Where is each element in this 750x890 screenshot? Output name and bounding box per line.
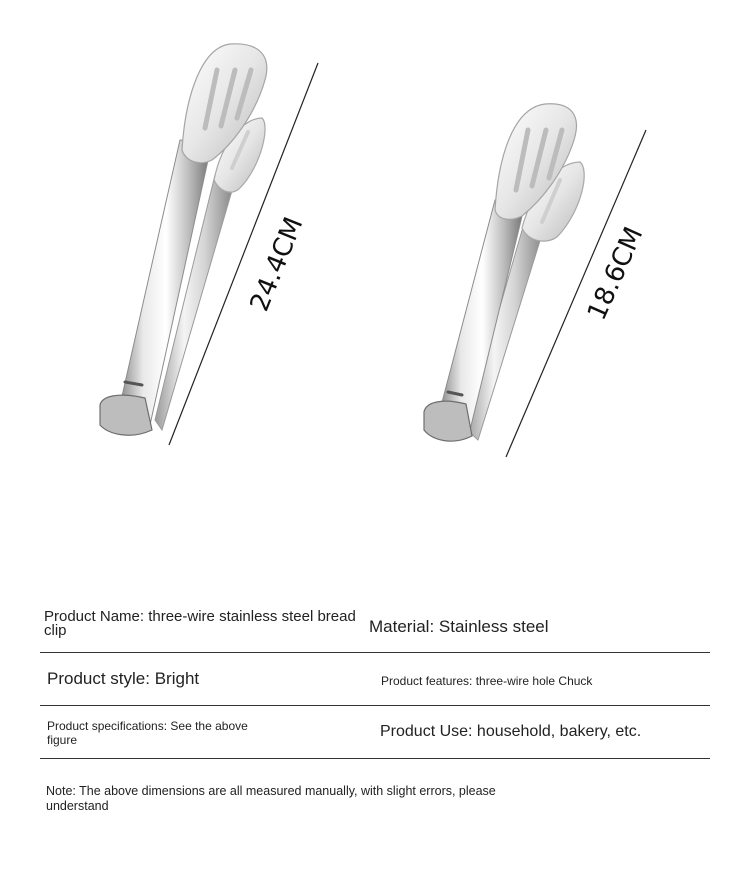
product-name: Product Name: three-wire stainless steel bread clip	[44, 608, 356, 639]
product-use: Product Use: household, bakery, etc.	[380, 723, 642, 740]
spec-table	[40, 598, 710, 759]
product-features: Product features: three-wire hole Chuck	[381, 674, 593, 688]
product-style: Product style: Bright	[47, 669, 200, 688]
small-tongs	[424, 104, 584, 441]
material: Material: Stainless steel	[369, 617, 549, 636]
spec-row	[40, 598, 710, 653]
dimension-label-small: 18.6CM	[581, 222, 650, 325]
measurement-note: Note: The above dimensions are all measured manually, with slight errors, please understand	[46, 784, 496, 813]
large-tongs	[100, 44, 267, 435]
product-specifications: Product specifications: See the above figure	[47, 719, 248, 747]
spec-row	[40, 653, 710, 706]
spec-row	[40, 706, 710, 759]
dimension-label-large: 24.4CM	[244, 213, 310, 316]
